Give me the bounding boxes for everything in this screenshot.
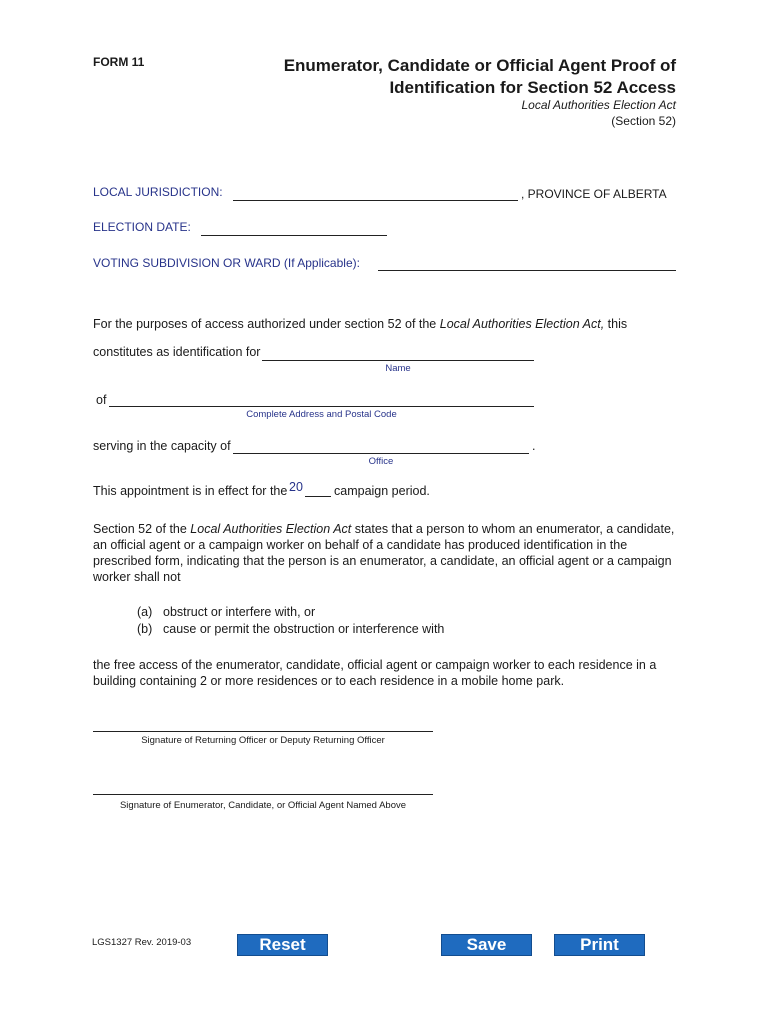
free-access-line2: building containing 2 or more residences or to each residence in a mobile home park. xyxy=(93,674,565,688)
appointment-pre: This appointment is in effect for the xyxy=(93,484,288,498)
capacity-text: serving in the capacity of xyxy=(93,439,231,453)
purpose-post: this xyxy=(604,317,628,331)
year-prefix: 20 xyxy=(289,480,303,494)
jurisdiction-label: LOCAL JURISDICTION: xyxy=(93,185,223,199)
election-date-label: ELECTION DATE: xyxy=(93,220,191,234)
act-name: Local Authorities Election Act xyxy=(521,98,676,112)
named-above-caption: Signature of Enumerator, Candidate, or Official Agent Named Above xyxy=(119,800,407,811)
print-button[interactable]: Print xyxy=(554,934,645,956)
election-date-input[interactable] xyxy=(201,235,387,236)
named-above-signature-line[interactable] xyxy=(93,794,433,795)
province-text: , PROVINCE OF ALBERTA xyxy=(521,187,667,201)
subdivision-label: VOTING SUBDIVISION OR WARD (If Applicable): xyxy=(93,256,360,270)
section-52-paragraph xyxy=(93,521,693,585)
purpose-pre: For the purposes of access authorized under section 52 of the xyxy=(93,317,440,331)
form-title xyxy=(226,55,676,99)
capacity-period: . xyxy=(532,439,536,453)
office-input[interactable] xyxy=(233,453,529,454)
name-caption: Name xyxy=(385,363,411,374)
of-text: of xyxy=(96,393,107,407)
section-ref: (Section 52) xyxy=(611,114,676,128)
subdivision-input[interactable] xyxy=(378,270,676,271)
item-b-label: (b) xyxy=(137,622,153,636)
free-access-paragraph xyxy=(93,657,693,689)
s52-act: Local Authorities Election Act xyxy=(190,522,352,536)
purpose-paragraph xyxy=(93,316,627,332)
s52-line3: prescribed form, indicating that the person is an enumerator, a candidate, an official agent or a campaign xyxy=(93,554,672,568)
form-code: LGS1327 Rev. 2019-03 xyxy=(92,937,192,948)
form-number: FORM 11 xyxy=(93,55,145,69)
s52-line1 xyxy=(93,521,693,537)
returning-officer-signature-line[interactable] xyxy=(93,731,433,732)
item-a-label: (a) xyxy=(137,605,153,619)
jurisdiction-input[interactable] xyxy=(233,200,518,201)
constitutes-text: constitutes as identification for xyxy=(93,345,261,359)
form-title-line2: Identification for Section 52 Access xyxy=(389,78,676,97)
address-caption: Complete Address and Postal Code xyxy=(246,409,397,420)
appointment-post: campaign period. xyxy=(334,484,430,498)
s52-pre: Section 52 of the xyxy=(93,522,191,536)
item-a-text: obstruct or interfere with, or xyxy=(163,605,316,619)
reset-button[interactable]: Reset xyxy=(237,934,328,956)
s52-line1-post: states that a person to whom an enumerator, a candidate, xyxy=(351,522,675,536)
form-title-line1: Enumerator, Candidate or Official Agent Proof of xyxy=(283,56,676,75)
save-button[interactable]: Save xyxy=(441,934,532,956)
address-input[interactable] xyxy=(109,406,534,407)
year-input[interactable] xyxy=(305,496,331,497)
item-b-text: cause or permit the obstruction or interference with xyxy=(163,622,445,636)
free-access-line1: the free access of the enumerator, candidate, official agent or campaign worker to each residence in a xyxy=(93,658,657,672)
s52-line2: an official agent or a campaign worker on behalf of a candidate has produced identification in the xyxy=(93,538,628,552)
name-input[interactable] xyxy=(262,360,534,361)
office-caption: Office xyxy=(368,456,394,467)
returning-officer-caption: Signature of Returning Officer or Deputy Returning Officer xyxy=(141,735,385,746)
purpose-act: Local Authorities Election Act, xyxy=(439,317,605,331)
s52-line4: worker shall not xyxy=(93,570,181,584)
